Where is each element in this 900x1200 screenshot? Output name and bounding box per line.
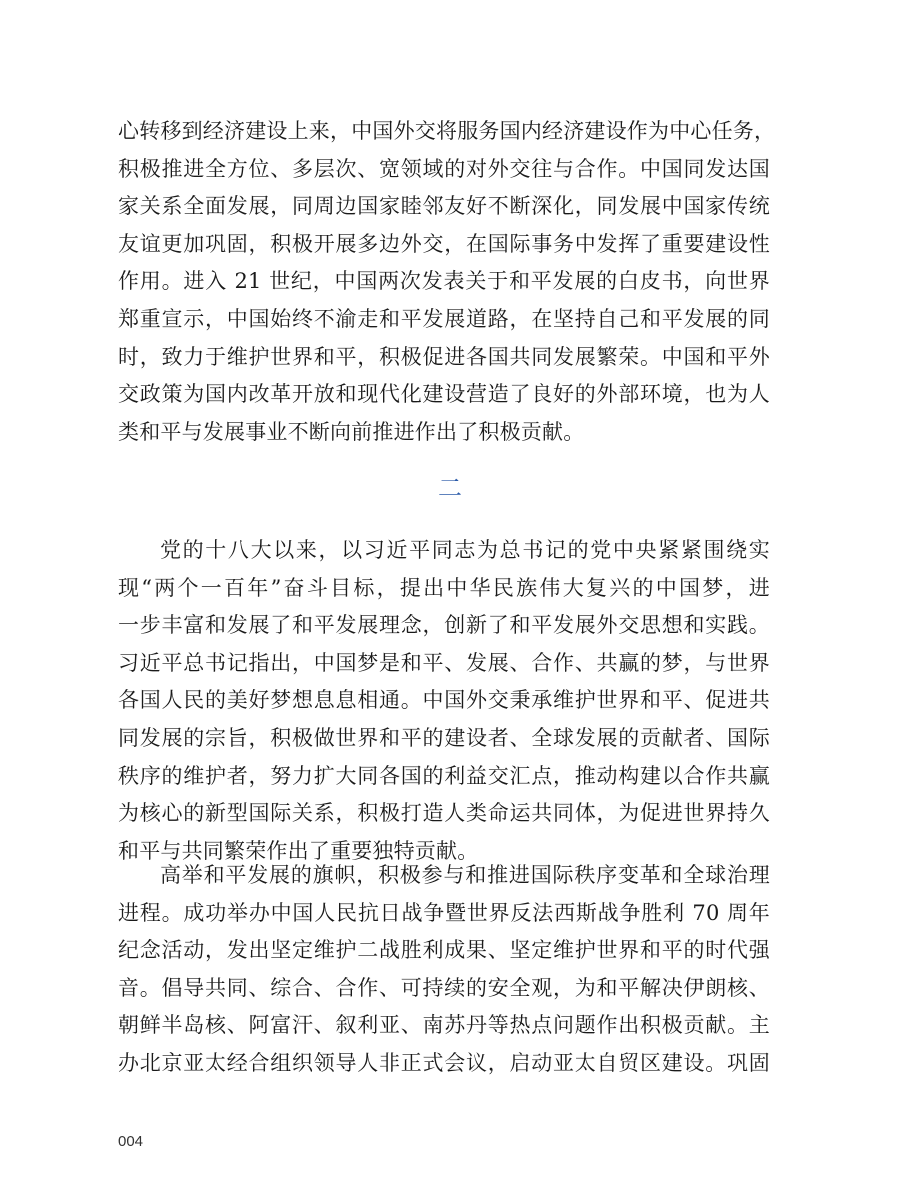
paragraph-line: 时，致力于维护世界和平，积极促进各国共同发展繁荣。中国和平外	[118, 344, 770, 369]
paragraph-line: 作用。进入 21 世纪，中国两次发表关于和平发展的白皮书，向世界	[118, 269, 770, 294]
paragraph-line: 朝鲜半岛核、阿富汗、叙利亚、南苏丹等热点问题作出积极贡献。主	[118, 1013, 770, 1038]
paragraph-line: 同发展的宗旨，积极做世界和平的建设者、全球发展的贡献者、国际	[118, 725, 770, 750]
paragraph-1	[118, 113, 776, 451]
paragraph-line: 纪念活动，发出坚定维护二战胜利成果、坚定维护世界和平的时代强	[118, 938, 770, 963]
paragraph-line: 心转移到经济建设上来，中国外交将服务国内经济建设作为中心任务，	[118, 119, 776, 143]
paragraph-line: 家关系全面发展，同周边国家睦邻友好不断深化，同发展中国家传统	[118, 194, 770, 219]
page-number: 004	[118, 1133, 144, 1150]
section-heading: 二	[438, 474, 462, 502]
paragraph-line: 类和平与发展事业不断向前推进作出了积极贡献。	[118, 419, 585, 444]
paragraph-line: 交政策为国内改革开放和现代化建设营造了良好的外部环境，也为人	[118, 382, 770, 407]
paragraph-line: 为核心的新型国际关系，积极打造人类命运共同体，为促进世界持久	[118, 801, 770, 826]
paragraph-line: 郑重宣示，中国始终不渝走和平发展道路，在坚持自己和平发展的同	[118, 306, 770, 331]
paragraph-line: 党的十八大以来，以习近平同志为总书记的党中央紧紧围绕实	[160, 538, 770, 562]
paragraph-line: 现“两个一百年”奋斗目标，提出中华民族伟大复兴的中国梦，进	[118, 575, 770, 600]
paragraph-line: 习近平总书记指出，中国梦是和平、发展、合作、共赢的梦，与世界	[118, 650, 770, 675]
paragraph-line: 音。倡导共同、综合、合作、可持续的安全观，为和平解决伊朗核、	[118, 975, 770, 1000]
paragraph-3	[118, 857, 770, 1083]
paragraph-2	[118, 532, 770, 870]
paragraph-line: 一步丰富和发展了和平发展理念，创新了和平发展外交思想和实践。	[118, 613, 770, 638]
paragraph-line: 高举和平发展的旗帜，积极参与和推进国际秩序变革和全球治理	[160, 863, 770, 887]
paragraph-line: 进程。成功举办中国人民抗日战争暨世界反法西斯战争胜利 70 周年	[118, 900, 770, 925]
paragraph-line: 办北京亚太经合组织领导人非正式会议，启动亚太自贸区建设。巩固	[118, 1050, 770, 1075]
paragraph-line: 积极推进全方位、多层次、宽领域的对外交往与合作。中国同发达国	[118, 156, 770, 181]
paragraph-line: 和平与共同繁荣作出了重要独特贡献。	[118, 838, 479, 863]
paragraph-line: 秩序的维护者，努力扩大同各国的利益交汇点，推动构建以合作共赢	[118, 763, 770, 788]
paragraph-line: 友谊更加巩固，积极开展多边外交，在国际事务中发挥了重要建设性	[118, 231, 770, 256]
paragraph-line: 各国人民的美好梦想息息相通。中国外交秉承维护世界和平、促进共	[118, 688, 770, 713]
